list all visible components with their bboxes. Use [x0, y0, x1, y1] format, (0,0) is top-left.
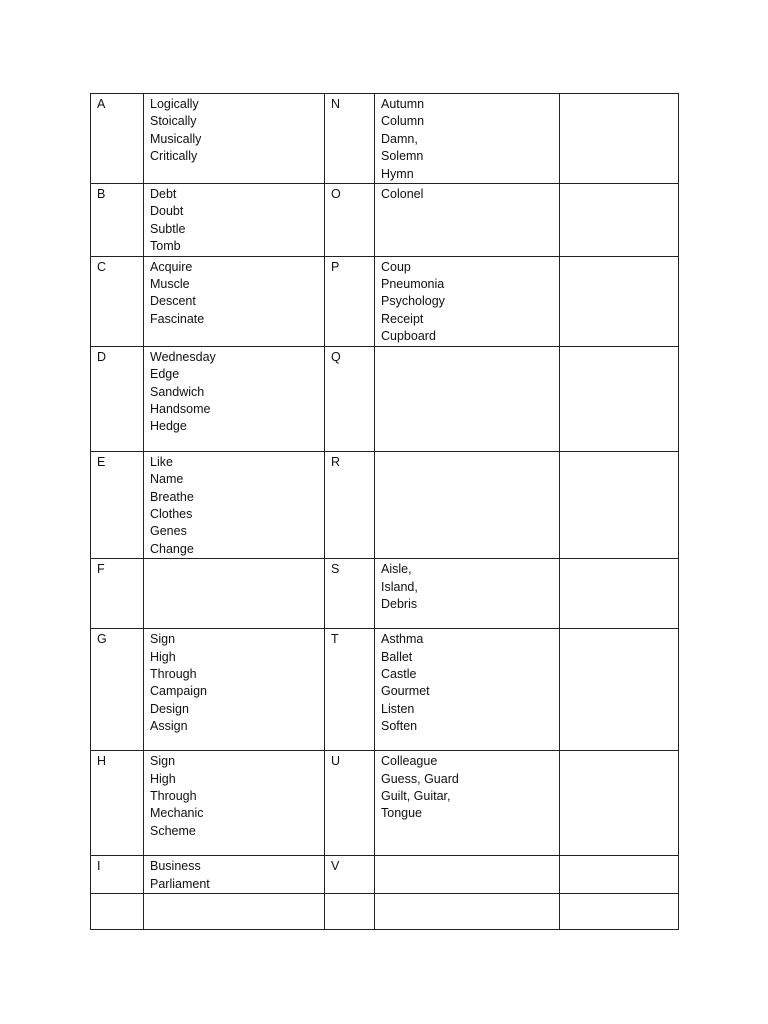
blank-cell — [560, 451, 679, 558]
left-letter-cell — [91, 893, 144, 929]
left-words-cell — [144, 94, 325, 184]
word-item: Island, — [381, 579, 418, 594]
right-words-cell — [375, 629, 560, 751]
word-item: Business — [150, 859, 201, 874]
left-words-cell — [144, 856, 325, 894]
left-letter-cell — [91, 256, 144, 346]
blank-cell — [560, 893, 679, 929]
left-letter: D — [97, 349, 107, 364]
word-item: Column — [381, 114, 425, 129]
left-letter-cell — [91, 856, 144, 894]
word-item: Damn, — [381, 131, 418, 146]
word-item: Breathe — [150, 489, 194, 504]
blank-cell — [560, 94, 679, 184]
word-item: Guilt, Guitar, — [381, 788, 451, 803]
right-words-cell — [375, 184, 560, 257]
word-item: Cupboard — [381, 329, 436, 344]
table-row — [91, 893, 679, 929]
left-words-cell — [144, 451, 325, 558]
word-item: Soften — [381, 719, 418, 734]
word-item: Musically — [150, 131, 202, 146]
word-item: Edge — [150, 367, 180, 382]
right-letter-cell — [325, 559, 375, 629]
left-letter-cell — [91, 184, 144, 257]
word-item: Scheme — [150, 823, 196, 838]
left-words-cell — [144, 893, 325, 929]
word-item: Listen — [381, 701, 415, 716]
left-letter-cell — [91, 94, 144, 184]
word-item: Handsome — [150, 401, 211, 416]
word-item: Campaign — [150, 684, 207, 699]
right-letter: U — [331, 754, 341, 769]
word-item: Tongue — [381, 806, 423, 821]
blank-cell — [560, 256, 679, 346]
right-letter: V — [331, 859, 340, 874]
left-letter: B — [97, 187, 106, 202]
word-item: Psychology — [381, 294, 445, 309]
word-item: Guess, Guard — [381, 771, 459, 786]
right-letter-cell — [325, 856, 375, 894]
word-item: Parliament — [150, 876, 210, 891]
word-item: Gourmet — [381, 684, 430, 699]
right-letter-cell — [325, 256, 375, 346]
word-item: Tomb — [150, 239, 181, 254]
right-letter-cell — [325, 629, 375, 751]
left-words-cell — [144, 559, 325, 629]
right-words-cell — [375, 451, 560, 558]
left-letter: E — [97, 454, 106, 469]
right-words-cell — [375, 94, 560, 184]
word-item: Through — [150, 788, 197, 803]
word-item: Sandwich — [150, 384, 205, 399]
word-item: Logically — [150, 97, 199, 111]
right-words-cell — [375, 256, 560, 346]
word-item: Hedge — [150, 419, 187, 434]
left-words-cell — [144, 751, 325, 856]
left-words-cell — [144, 346, 325, 451]
right-letter-cell — [325, 893, 375, 929]
word-item: High — [150, 649, 176, 664]
word-item: Change — [150, 541, 194, 556]
word-item: Stoically — [150, 114, 197, 129]
blank-cell — [560, 629, 679, 751]
right-words-cell — [375, 751, 560, 856]
right-letter: Q — [331, 349, 341, 364]
left-words-cell — [144, 256, 325, 346]
left-letter-cell — [91, 451, 144, 558]
left-letter-cell — [91, 751, 144, 856]
table-row — [91, 256, 679, 346]
word-item: Solemn — [381, 149, 424, 164]
right-letter-cell — [325, 451, 375, 558]
word-item: Genes — [150, 524, 187, 539]
left-letter-cell — [91, 629, 144, 751]
word-item: Pneumonia — [381, 277, 445, 292]
word-item: Coup — [381, 259, 411, 274]
left-letter: I — [97, 859, 101, 874]
right-letter: P — [331, 259, 340, 274]
word-item: Muscle — [150, 277, 190, 292]
word-item: Receipt — [381, 311, 424, 326]
left-letter: F — [97, 562, 105, 577]
blank-cell — [560, 559, 679, 629]
word-item: Fascinate — [150, 311, 205, 326]
table-row — [91, 856, 679, 894]
table-row — [91, 346, 679, 451]
word-item: Colonel — [381, 187, 424, 202]
blank-cell — [560, 346, 679, 451]
word-item: Asthma — [381, 632, 424, 647]
table-body — [91, 94, 679, 930]
right-letter-cell — [325, 751, 375, 856]
word-item: Debris — [381, 596, 418, 611]
left-letter: C — [97, 259, 107, 274]
table-row — [91, 94, 679, 184]
right-letter: S — [331, 562, 340, 577]
word-item: Aisle, — [381, 562, 412, 577]
right-letter-cell — [325, 346, 375, 451]
blank-cell — [560, 751, 679, 856]
left-letter: G — [97, 632, 107, 647]
word-item: Clothes — [150, 506, 193, 521]
right-letter: O — [331, 187, 341, 202]
word-item: Hymn — [381, 166, 414, 181]
right-words-cell — [375, 856, 560, 894]
word-item: Mechanic — [150, 806, 204, 821]
word-item: Subtle — [150, 221, 186, 236]
table-row — [91, 559, 679, 629]
word-item: Like — [150, 454, 173, 469]
left-letter-cell — [91, 559, 144, 629]
blank-cell — [560, 856, 679, 894]
left-words-cell — [144, 629, 325, 751]
right-words-cell — [375, 346, 560, 451]
word-item: Sign — [150, 754, 176, 769]
word-item: Autumn — [381, 97, 425, 111]
right-letter: T — [331, 632, 339, 647]
word-item: Descent — [150, 294, 196, 309]
right-letter: R — [331, 454, 341, 469]
word-item: Colleague — [381, 754, 438, 769]
right-words-cell — [375, 559, 560, 629]
word-item: Debt — [150, 187, 177, 202]
word-item: Sign — [150, 632, 176, 647]
word-item: Name — [150, 472, 184, 487]
letter-word-table — [90, 93, 679, 930]
left-words-cell — [144, 184, 325, 257]
word-item: Critically — [150, 149, 198, 164]
left-letter: A — [97, 97, 106, 111]
table-row — [91, 184, 679, 257]
right-words-cell — [375, 893, 560, 929]
table-row — [91, 751, 679, 856]
word-item: High — [150, 771, 176, 786]
word-item: Castle — [381, 666, 417, 681]
right-letter-cell — [325, 94, 375, 184]
word-item: Design — [150, 701, 189, 716]
table-row — [91, 451, 679, 558]
word-item: Through — [150, 666, 197, 681]
word-item: Acquire — [150, 259, 193, 274]
left-letter: H — [97, 754, 107, 769]
word-item: Ballet — [381, 649, 413, 664]
table-row — [91, 629, 679, 751]
left-letter-cell — [91, 346, 144, 451]
word-item: Assign — [150, 719, 188, 734]
word-item: Doubt — [150, 204, 184, 219]
word-item: Wednesday — [150, 349, 216, 364]
right-letter-cell — [325, 184, 375, 257]
right-letter: N — [331, 97, 341, 111]
blank-cell — [560, 184, 679, 257]
